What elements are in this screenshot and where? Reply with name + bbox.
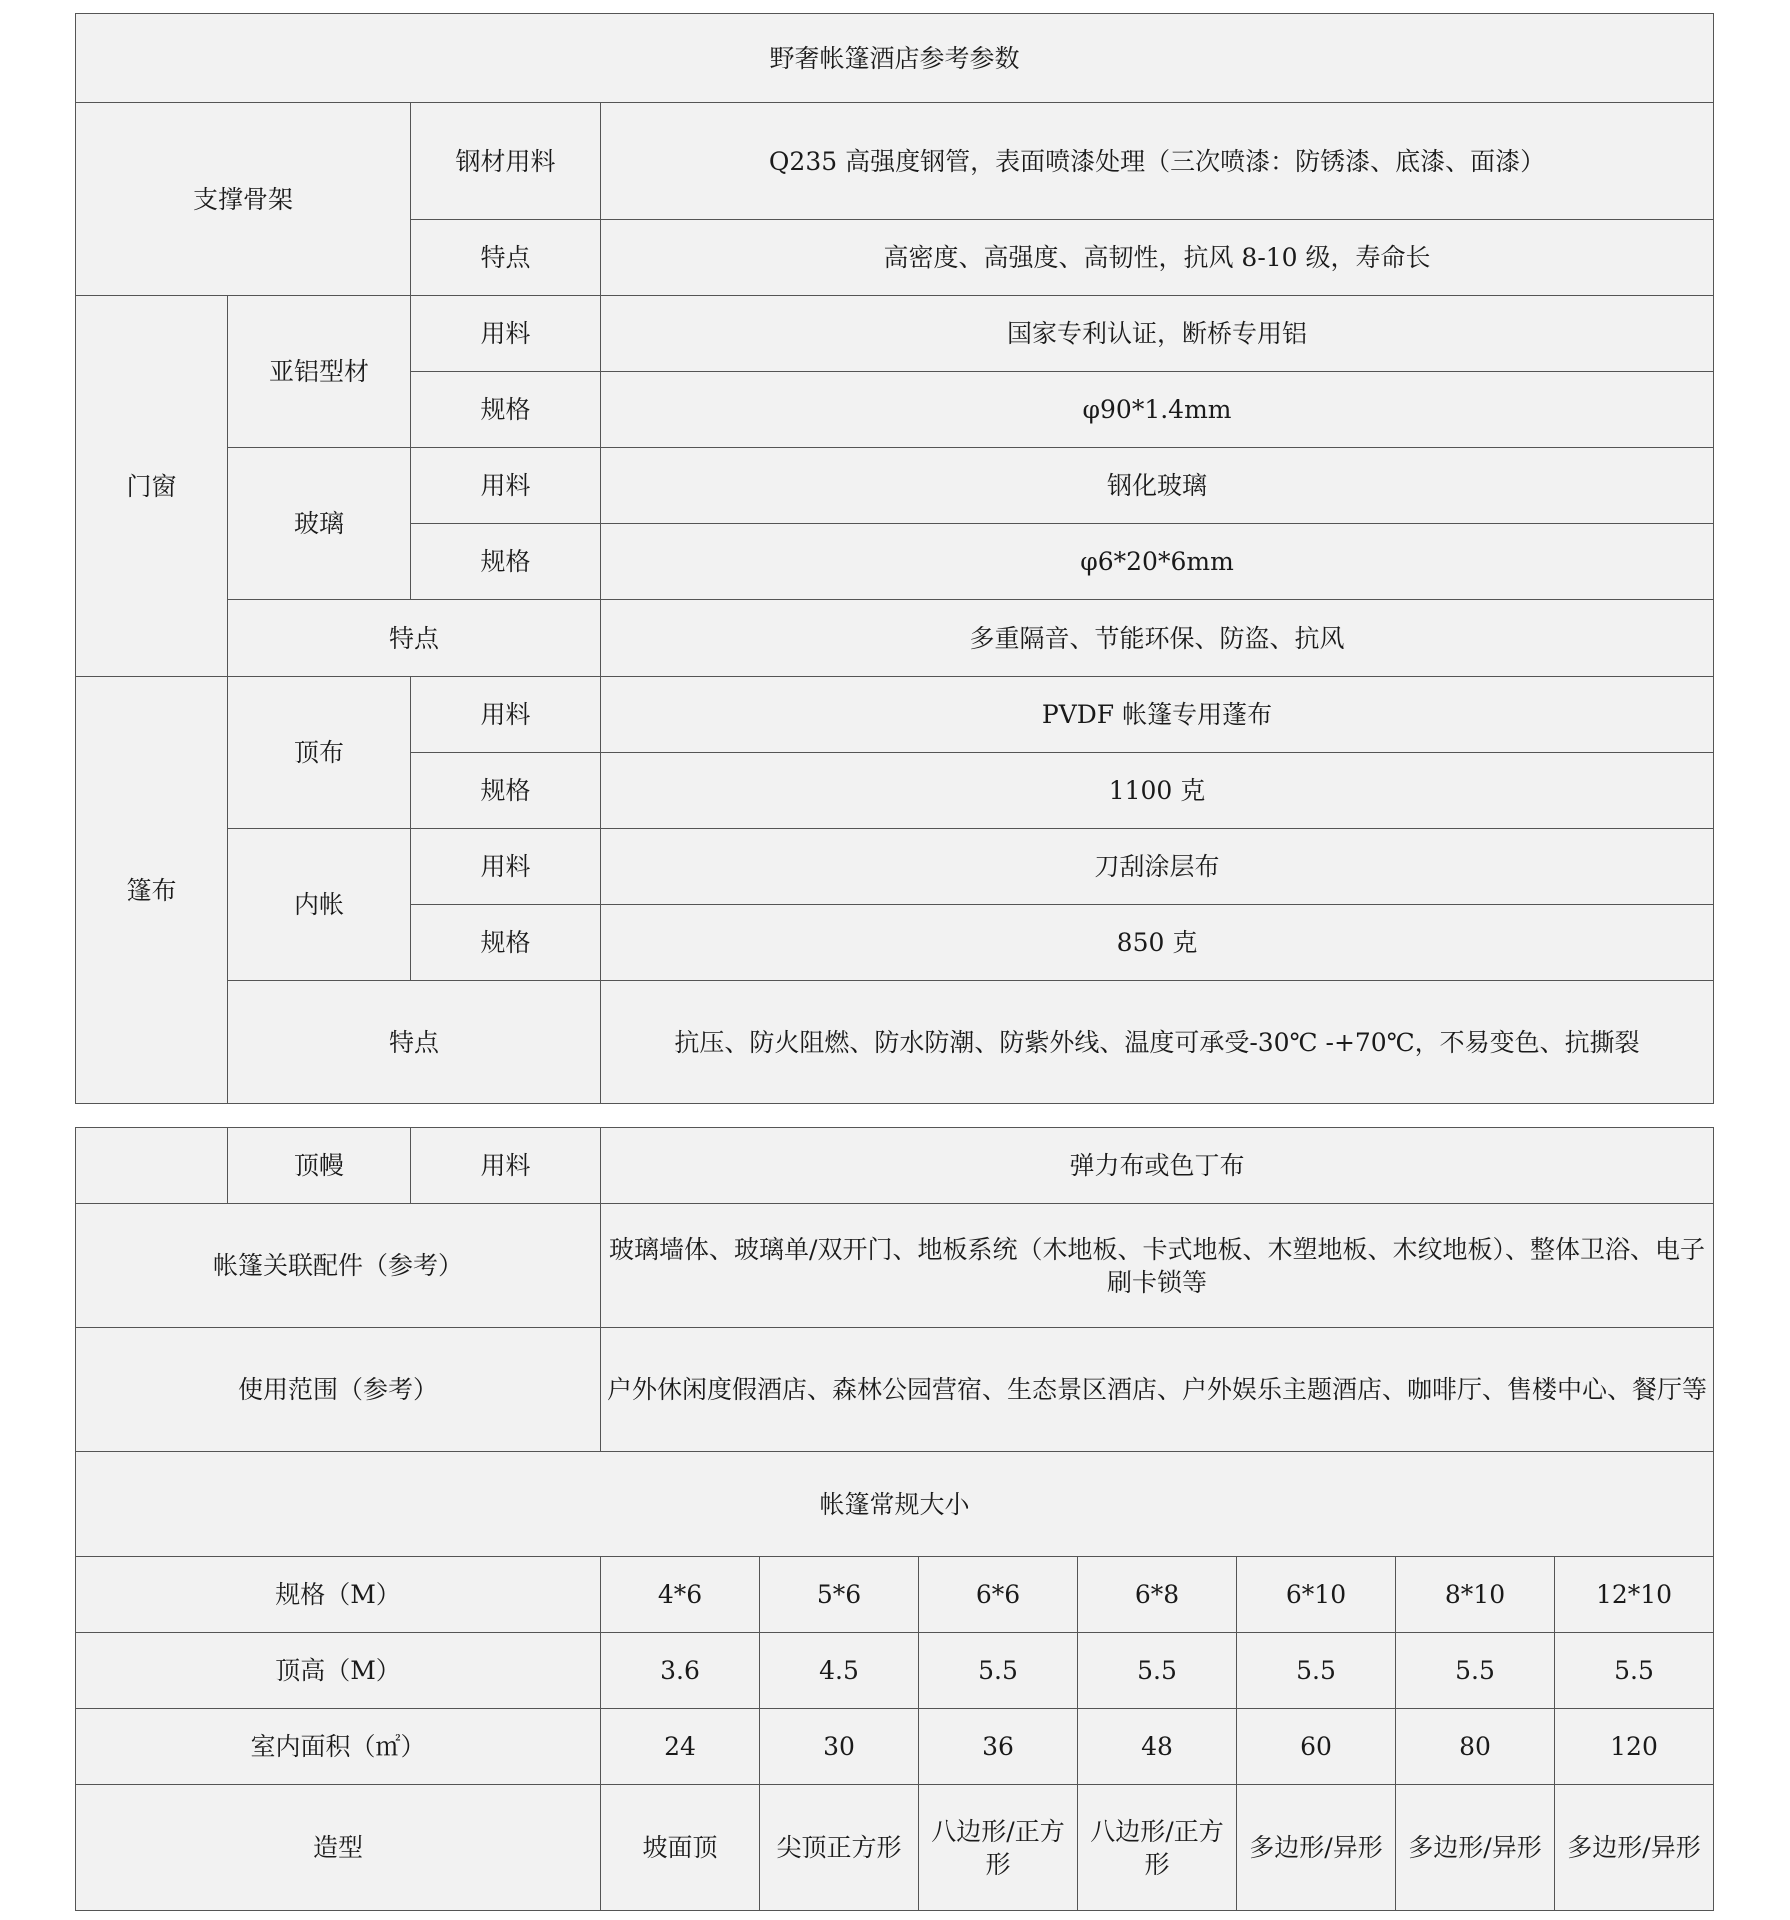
accessories-and-sizes-table [75, 1127, 1714, 1911]
canvas-feature-value: 抗压、防火阻燃、防水防潮、防紫外线、温度可承受-30℃ -+70℃，不易变色、抗撕裂 [601, 981, 1714, 1104]
aluminum-label: 亚铝型材 [228, 296, 411, 448]
canvas-feature-label: 特点 [228, 981, 601, 1104]
aluminum-spec-value: φ90*1.4mm [601, 372, 1714, 448]
inner-tent-material-label: 用料 [411, 829, 601, 905]
size-cell: 8*10 [1396, 1557, 1555, 1633]
inner-tent-material-value: 刀刮涂层布 [601, 829, 1714, 905]
top-cloth-label: 顶布 [228, 677, 411, 829]
doors-feature-value: 多重隔音、节能环保、防盗、抗风 [601, 600, 1714, 677]
top-cloth-material-value: PVDF 帐篷专用蓬布 [601, 677, 1714, 753]
top-cloth-spec-value: 1100 克 [601, 753, 1714, 829]
area-cell: 80 [1396, 1709, 1555, 1785]
height-cell: 5.5 [1237, 1633, 1396, 1709]
height-cell: 3.6 [601, 1633, 760, 1709]
ceiling-label: 顶幔 [228, 1128, 411, 1204]
size-cell: 4*6 [601, 1557, 760, 1633]
ceiling-material-value: 弹力布或色丁布 [601, 1128, 1714, 1204]
shape-cell: 坡面顶 [601, 1785, 760, 1911]
height-cell: 5.5 [1555, 1633, 1714, 1709]
frame-label: 支撑骨架 [76, 103, 411, 296]
height-cell: 4.5 [760, 1633, 919, 1709]
shape-cell: 八边形/正方形 [919, 1785, 1078, 1911]
glass-label: 玻璃 [228, 448, 411, 600]
glass-material-value: 钢化玻璃 [601, 448, 1714, 524]
size-row-label: 规格（M） [76, 1557, 601, 1633]
doors-label: 门窗 [76, 296, 228, 677]
inner-tent-label: 内帐 [228, 829, 411, 981]
size-cell: 12*10 [1555, 1557, 1714, 1633]
accessories-label: 帐篷关联配件（参考） [76, 1204, 601, 1328]
area-cell: 120 [1555, 1709, 1714, 1785]
canvas-label: 篷布 [76, 677, 228, 1104]
top-cloth-spec-label: 规格 [411, 753, 601, 829]
area-cell: 60 [1237, 1709, 1396, 1785]
glass-material-label: 用料 [411, 448, 601, 524]
shape-cell: 多边形/异形 [1555, 1785, 1714, 1911]
size-cell: 6*10 [1237, 1557, 1396, 1633]
ceiling-material-label: 用料 [411, 1128, 601, 1204]
size-cell: 6*6 [919, 1557, 1078, 1633]
shape-cell: 多边形/异形 [1396, 1785, 1555, 1911]
usage-value: 户外休闲度假酒店、森林公园营宿、生态景区酒店、户外娱乐主题酒店、咖啡厅、售楼中心、餐厅等 [601, 1328, 1714, 1452]
area-cell: 30 [760, 1709, 919, 1785]
shape-cell: 多边形/异形 [1237, 1785, 1396, 1911]
aluminum-material-label: 用料 [411, 296, 601, 372]
height-cell: 5.5 [919, 1633, 1078, 1709]
area-cell: 48 [1078, 1709, 1237, 1785]
sizes-title: 帐篷常规大小 [76, 1452, 1714, 1557]
frame-feature-label: 特点 [411, 220, 601, 296]
height-cell: 5.5 [1396, 1633, 1555, 1709]
area-row-label: 室内面积（㎡） [76, 1709, 601, 1785]
usage-label: 使用范围（参考） [76, 1328, 601, 1452]
height-row-label: 顶高（M） [76, 1633, 601, 1709]
doors-feature-label: 特点 [228, 600, 601, 677]
glass-spec-label: 规格 [411, 524, 601, 600]
shape-cell: 尖顶正方形 [760, 1785, 919, 1911]
height-cell: 5.5 [1078, 1633, 1237, 1709]
shape-cell: 八边形/正方形 [1078, 1785, 1237, 1911]
top-cloth-material-label: 用料 [411, 677, 601, 753]
frame-steel-value: Q235 高强度钢管，表面喷漆处理（三次喷漆：防锈漆、底漆、面漆） [601, 103, 1714, 220]
frame-steel-label: 钢材用料 [411, 103, 601, 220]
size-cell: 6*8 [1078, 1557, 1237, 1633]
aluminum-material-value: 国家专利认证，断桥专用铝 [601, 296, 1714, 372]
inner-tent-spec-value: 850 克 [601, 905, 1714, 981]
inner-tent-spec-label: 规格 [411, 905, 601, 981]
size-cell: 5*6 [760, 1557, 919, 1633]
area-cell: 36 [919, 1709, 1078, 1785]
frame-feature-value: 高密度、高强度、高韧性，抗风 8-10 级，寿命长 [601, 220, 1714, 296]
shape-row-label: 造型 [76, 1785, 601, 1911]
parameters-table [75, 13, 1714, 1104]
empty-cell [76, 1128, 228, 1204]
area-cell: 24 [601, 1709, 760, 1785]
glass-spec-value: φ6*20*6mm [601, 524, 1714, 600]
table-title: 野奢帐篷酒店参考参数 [76, 14, 1714, 103]
accessories-value: 玻璃墙体、玻璃单/双开门、地板系统（木地板、卡式地板、木塑地板、木纹地板）、整体卫浴、电子刷卡锁等 [601, 1204, 1714, 1328]
aluminum-spec-label: 规格 [411, 372, 601, 448]
